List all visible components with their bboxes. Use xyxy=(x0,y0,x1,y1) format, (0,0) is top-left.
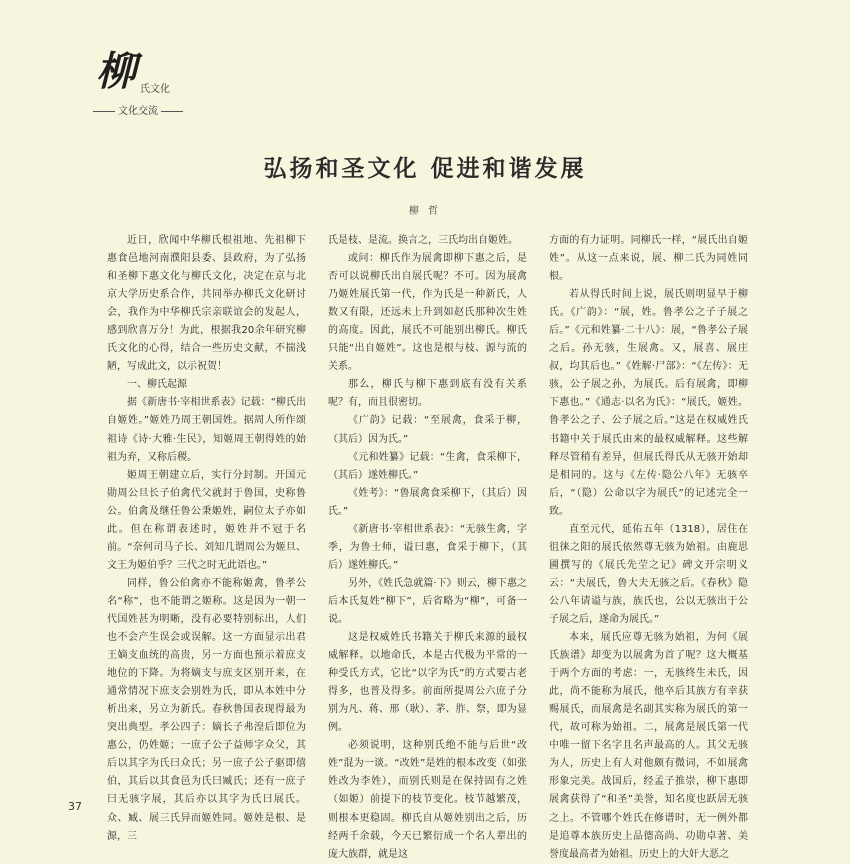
paragraph: 《广韵》记载：“至展禽，食采于柳，（其后）因为氏。” xyxy=(328,415,527,445)
logo-subtitle: 氏文化 xyxy=(140,84,170,95)
column-logo xyxy=(96,48,216,117)
section-name: 文化交流 xyxy=(118,106,158,117)
rule-left xyxy=(93,111,115,112)
paragraph: 另外，《姓氏急就篇·下》则云，柳下惠之后本氏复姓“柳下”，后省略为“柳”，可备一说。 xyxy=(328,577,527,625)
paragraph: 必须说明，这种别氏绝不能与后世“改姓”混为一谈。“改姓”是姓的根本改变（如张姓改为李姓），而别氏则是在保持固有之姓（如姬）前提下的枝节变化。枝节越繁茂，则根本更稳固。柳氏自从姬姓别出之后，历经两千余载，今天已繁衍成一个名人辈出的庞大族群，就是这 xyxy=(328,740,527,860)
paragraph: 那么，柳氏与柳下惠到底有没有关系呢？有，而且很密切。 xyxy=(328,379,527,409)
paragraph: 《新唐书·宰相世系表》：“无骇生禽，字季，为鲁士师，谥曰惠，食采于柳下，（其后）遂姓柳氏。” xyxy=(328,523,527,571)
paragraph: 或问：柳氏作为展禽即柳下惠之后，是否可以说柳氏出自展氏呢？不可。因为展禽乃姬姓展氏第一代，作为氏是一种新氏，人数又有限，还远未上升到如赵氏那种次生姓的高度。因此，展氏不可能别出柳氏。柳氏只能“出自姬姓”。这也是根与枝、源与流的关系。 xyxy=(328,253,527,373)
paragraph: 直至元代，延佑五年（1318），居住在徂徕之阳的展氏依然尊无骇为始祖。由鹿思圃撰写的《展氏先茔之记》碑文开宗明义云：“夫展氏，鲁大夫无骇之后。《春秋》隐公八年请谥与族，族氏也，公以无骇出于公子展之后，遂命为展氏。” xyxy=(549,523,748,625)
paragraph: 本来，展氏应尊无骇为始祖，为何《展氏族谱》却变为以展禽为首了呢？这大概基于两个方面的考虑：一，无骇终生未氏，因此，尚不能称为展氏，他卒后其族方有幸获赐展氏，而展禽是名副其实称为展氏的第一代，故可称为始祖。二，展禽是展氏第一代中唯一留下名字且名声最高的人。其父无骇为人，历史上有人对他颇有微词，不如展禽形象完美。战国后，经孟子推崇，柳下惠即展禽获得了“和圣”美誉，知名度也跃居无骇之上。不管哪个姓氏在修谱时，无一例外都是追尊本族历史上品德高尚、功勋卓著、美誉度最高者为始祖。历史上的大奸大恶之 xyxy=(549,632,748,860)
text-column-3 xyxy=(549,232,748,860)
rule-right xyxy=(161,111,183,112)
article-title: 弘扬和圣文化 促进和谐发展 xyxy=(263,155,587,182)
section-heading: 一、柳氏起源 xyxy=(127,379,187,391)
article-author: 柳 哲 xyxy=(408,206,442,217)
section-label xyxy=(90,102,186,117)
text-column-1 xyxy=(107,232,306,842)
paragraph: 若从得氏时间上说，展氏则明显早于柳氏。《广韵》：“展，姓。鲁孝公之子子展之后。”《元和姓纂·二十八》：展，“鲁孝公子展之后。孙无骇，生展禽。又，展喜、展庄叔，均其后也。”《姓解·尸部》：“《左传》：无骇，公子展之孙，为展氏。后有展禽，即柳下惠也。”《通志·以名为氏》：“展氏，姬姓。鲁孝公之子、公子展之后。”这是在权威姓氏书籍中关于展氏由来的最权威解释。这些解释尽管稍有差异，但展氏得氏从无骇开始却是相同的。这与《左传·隐公八年》无骇卒后，“（隐）公命以字为展氏”的记述完全一致。 xyxy=(549,289,748,517)
paragraph: 姬周王朝建立后，实行分封制。开国元勋周公旦长子伯禽代父就封于鲁国，史称鲁公。伯禽及继任鲁公秉姬姓，嗣位太子亦如此。但在称谓表述时，姬姓并不冠于名前。“奈何司马子长、刘知几谓周公为姬旦、文王为姬伯乎？三代之时无此语也。” xyxy=(107,469,306,571)
paragraph: 据《新唐书·宰相世系表》记载：“柳氏出自姬姓。”姬姓乃周王朝国姓。据周人所作颂祖诗《诗·大雅·生民》，知姬周王朝得姓的始祖为弃，又称后稷。 xyxy=(107,397,306,463)
page-number: 37 xyxy=(68,800,82,813)
paragraph: 同样，鲁公伯禽亦不能称姬禽，鲁孝公名“称”，也不能谓之姬称。这是因为一朝一代国姓甚为明晰，没有必要特别标出，人们也不会产生误会或误解。这一方面显示出君王嫡支血统的高贵，另一方面也预示着庶支地位的下降。为将嫡支与庶支区别开来，在通常情况下庶支会别姓为氏，即从本姓中分析出来，另立为新氏。春秋鲁国表现得最为突出典型。孝公四子：嫡长子弗湟后即位为惠公，仍姓姬；一庶子公子益师字众父，其后以其字为氏曰众氏；另一庶子公子驱即僖伯，其后以其食邑为氏曰臧氏；还有一庶子曰无骇字展，其后亦以其字为氏曰展氏。众、臧、展三氏异而姬姓同。姬姓是根、是源，三 xyxy=(107,577,306,842)
logo-character: 柳 xyxy=(96,48,136,95)
paragraph: 近日，欣闻中华柳氏根祖地、先祖柳下惠食邑地河南濮阳县委、县政府，为了弘扬和圣柳下惠文化与柳氏文化，决定在京与北京大学历史系合作，共同举办柳氏文化研讨会，我作为中华柳氏宗亲联谊会的发起人，感到欣喜万分！为此，根据我20余年研究柳氏文化的心得，结合一些历史文献，不揣浅陋，写成此文，以示祝贺！ xyxy=(107,235,306,373)
paragraph: 《元和姓纂》记载：“生禽，食采柳下，（其后）遂姓柳氏。” xyxy=(328,451,527,481)
text-column-2 xyxy=(328,232,527,860)
paragraph-continued: 方面的有力证明。同柳氏一样，“展氏出自姬姓”。从这一点来说，展、柳二氏为同姓同根。 xyxy=(549,235,748,283)
paragraph: 这是权威姓氏书籍关于柳氏来源的最权威解释。以地命氏，本是古代极为平常的一种受氏方式，它比“以字为氏”的方式要古老得多，也普及得多。前面所提周公六庶子分别为凡、蒋、邢（耿）、茅、胙、祭，即为显例。 xyxy=(328,632,527,734)
paragraph-continued: 氏是枝、是流。换言之，三氏均出自姬姓。 xyxy=(328,235,518,246)
paragraph: 《姓考》：“鲁展禽食采柳下，（其后）因氏。” xyxy=(328,487,527,517)
